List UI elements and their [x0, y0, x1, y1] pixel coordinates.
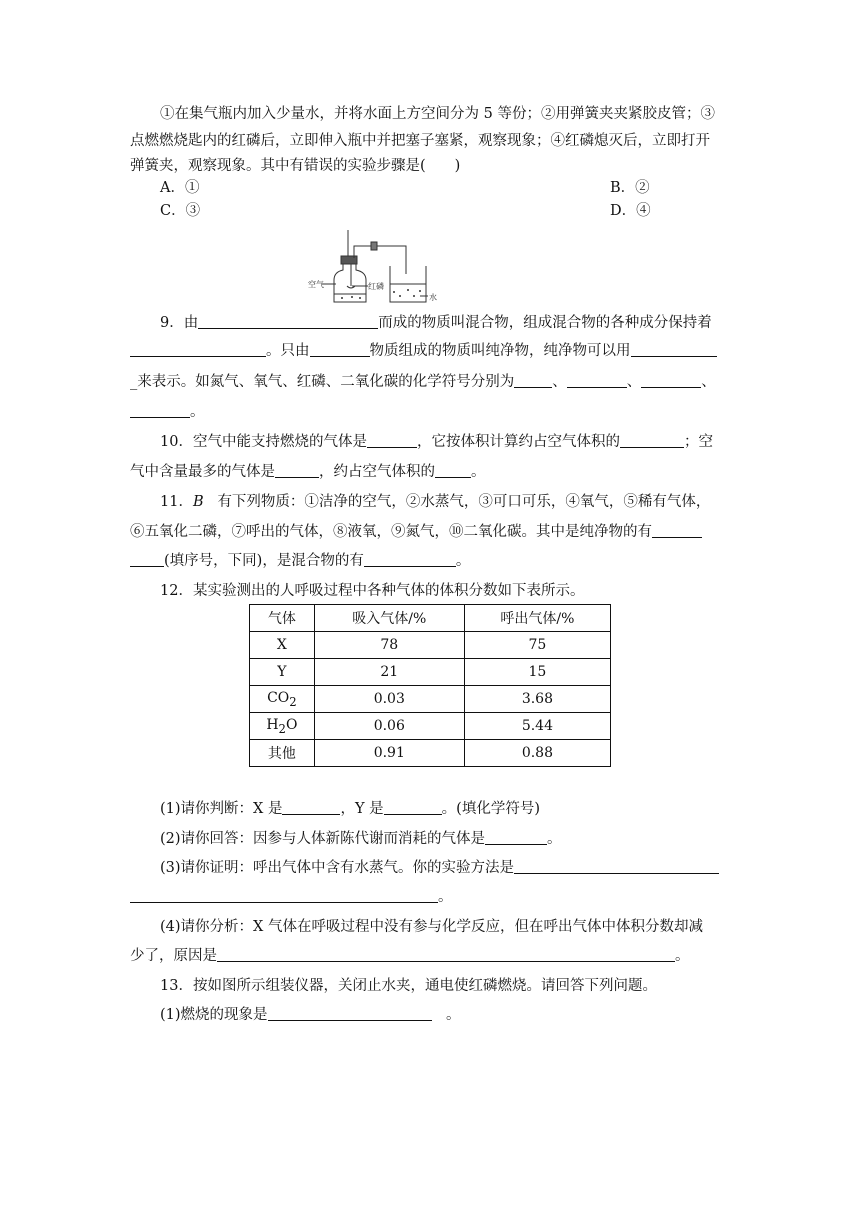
- q12-part4-cont: [130, 946, 690, 966]
- apparatus-figure: [308, 230, 440, 308]
- q13-part1-text: (1)燃烧的现象是: [160, 1007, 268, 1023]
- q10-blank-1[interactable]: [367, 432, 417, 448]
- q12-blank-method-b[interactable]: [130, 887, 438, 903]
- h2o-tail: O: [285, 716, 298, 733]
- q11-blank-1a[interactable]: [652, 522, 702, 538]
- table-cell: 21: [314, 659, 464, 686]
- q13-part1: [160, 1005, 461, 1025]
- q9-blank-6[interactable]: [567, 372, 627, 388]
- q12-part4-end: 。: [675, 948, 690, 964]
- q8-option-a: A．①: [160, 180, 200, 196]
- q9-line2: [130, 341, 717, 361]
- q11-end: 。: [455, 553, 471, 569]
- q9-number: 9．由: [160, 315, 199, 331]
- table-cell: 其他: [250, 740, 315, 767]
- figure-label-water: 水: [429, 293, 437, 302]
- q8-option-b: B．②: [610, 180, 650, 196]
- q12-blank-consumed-gas[interactable]: [485, 829, 547, 845]
- q12-part2-text: (2)请你回答：因参与人体新陈代谢而消耗的气体是: [160, 831, 486, 847]
- q10-text-2: ，它按体积计算约占空气体积的: [416, 434, 620, 450]
- table-row: [250, 713, 611, 740]
- q9-blank-4[interactable]: [631, 341, 717, 357]
- q12-part3-text: (3)请你证明：呼出气体中含有水蒸气。你的实验方法是: [160, 860, 515, 876]
- q13-stem: 13．按如图所示组装仪器，关闭止水夹，通电使红磷燃烧。请回答下列问题。: [160, 978, 657, 994]
- q12-stem: 12．某实验测出的人呼吸过程中各种气体的体积分数如下表所示。: [160, 583, 585, 599]
- q9-sep-1: 、: [552, 374, 567, 390]
- q9-text-4: _来表示。如氮气、氧气、红磷、二氧化碳的化学符号分别为: [130, 374, 515, 390]
- h2o-subscript: 2: [278, 721, 286, 736]
- q11-blank-2[interactable]: [364, 551, 456, 567]
- table-cell: 5.44: [464, 713, 610, 740]
- q12-blank-y[interactable]: [384, 799, 442, 815]
- q12-part1-text-c: 。(填化学符号): [441, 801, 540, 817]
- q9-end: 。: [190, 404, 205, 420]
- q12-part2: [160, 829, 562, 849]
- table-cell: 0.88: [464, 740, 610, 767]
- table-header: 吸入气体/%: [314, 605, 464, 632]
- q13-part1-end: 。: [431, 1007, 461, 1023]
- q8-stem-line1: ①在集气瓶内加入少量水，并将水面上方空间分为 5 等份；②用弹簧夹夹紧胶皮管；③: [160, 106, 715, 122]
- q9-blank-3[interactable]: [310, 341, 370, 357]
- q9-line3: [130, 372, 716, 392]
- q9-text-2: 。只由: [266, 343, 310, 359]
- q12-part2-end: 。: [547, 831, 562, 847]
- q9-blank-5[interactable]: [514, 372, 552, 388]
- table-cell: 0.06: [314, 713, 464, 740]
- q11-blank-1b[interactable]: [130, 551, 164, 567]
- figure-label-air: 空气: [308, 280, 324, 289]
- q8-option-d: D．④: [610, 203, 651, 219]
- q9-blank-1[interactable]: [198, 313, 378, 329]
- table-cell: [250, 713, 315, 740]
- table-cell: 0.91: [314, 740, 464, 767]
- h2o-formula: H: [266, 716, 279, 733]
- q9-blank-2[interactable]: [130, 341, 266, 357]
- table-cell: 15: [464, 659, 610, 686]
- q11-level: B: [192, 494, 204, 510]
- table-row: [250, 686, 611, 713]
- q12-part3-cont: [130, 887, 453, 907]
- q11-line3: [130, 551, 470, 571]
- gas-volume-table: [249, 604, 611, 767]
- q10-text-3: ；空: [683, 434, 713, 450]
- co2-subscript: 2: [289, 694, 297, 709]
- q11-line2: [130, 522, 702, 542]
- q9-blank-7[interactable]: [641, 372, 701, 388]
- table-row: [250, 740, 611, 767]
- q12-part4-text-b: 少了，原因是: [130, 948, 217, 964]
- q9-sep-3: 、: [701, 374, 716, 390]
- q9-sep-2: 、: [626, 374, 642, 390]
- table-row: [250, 632, 611, 659]
- q8-stem-line2: 点燃燃烧匙内的红磷后，立即伸入瓶中并把塞子塞紧，观察现象；④红磷熄灭后，立即打开: [130, 133, 710, 149]
- q12-blank-reason[interactable]: [217, 946, 675, 962]
- q11-text-2: ⑥五氧化二磷，⑦呼出的气体，⑧液氧，⑨氮气，⑩二氧化碳。其中是纯净物的有: [130, 524, 652, 540]
- q11-number: 11．: [160, 494, 193, 510]
- q12-part1-text-b: ，Y 是: [340, 801, 384, 817]
- q10-blank-3[interactable]: [275, 462, 319, 478]
- q12-part1: [160, 799, 540, 819]
- q11-text-3: (填序号，下同)，是混合物的有: [164, 553, 364, 569]
- table-cell: 75: [464, 632, 610, 659]
- q10-line1: [160, 432, 713, 452]
- table-header-row: [250, 605, 611, 632]
- q10-text-4: 气中含量最多的气体是: [130, 464, 275, 480]
- q13-blank-phenomenon[interactable]: [268, 1005, 432, 1021]
- q12-blank-method-a[interactable]: [514, 858, 719, 874]
- table-cell: 0.03: [314, 686, 464, 713]
- table-header: 呼出气体/%: [464, 605, 610, 632]
- q8-stem-line3: 弹簧夹，观察现象。其中有错误的实验步骤是( ): [130, 158, 461, 174]
- table-cell: X: [250, 632, 315, 659]
- q10-blank-4[interactable]: [435, 462, 471, 478]
- table-cell: 3.68: [464, 686, 610, 713]
- q10-text-5: ，约占空气体积的: [319, 464, 435, 480]
- q12-part3-end: 。: [438, 889, 453, 905]
- table-cell: [250, 686, 315, 713]
- q10-text-1: 10．空气中能支持燃烧的气体是: [160, 434, 367, 450]
- co2-formula: CO: [267, 689, 290, 706]
- q10-blank-2[interactable]: [620, 432, 684, 448]
- q9-text-1: 而成的物质叫混合物，组成混合物的各种成分保持着: [378, 315, 712, 331]
- figure-label-phosphorus: 红磷: [368, 282, 384, 291]
- q9-line1: [160, 313, 712, 333]
- q10-end: 。: [471, 464, 486, 480]
- q11-text-1: 有下列物质：①洁净的空气，②水蒸气，③可口可乐，④氧气，⑤稀有气体，: [217, 494, 711, 510]
- q9-text-3: 物质组成的物质叫纯净物，纯净物可以用: [369, 343, 631, 359]
- q9-blank-8[interactable]: [130, 402, 190, 418]
- q12-part3: [160, 858, 719, 878]
- q12-part1-text-a: (1)请你判断：X 是: [160, 801, 283, 817]
- table-header: 气体: [250, 605, 315, 632]
- q10-line2: [130, 462, 486, 482]
- q11-line1: [160, 492, 710, 512]
- table-cell: 78: [314, 632, 464, 659]
- q8-option-c: C．③: [160, 203, 201, 219]
- q12-blank-x[interactable]: [282, 799, 340, 815]
- table-row: [250, 659, 611, 686]
- q9-line4: [130, 402, 205, 422]
- table-cell: Y: [250, 659, 315, 686]
- q12-part4: (4)请你分析：X 气体在呼吸过程中没有参与化学反应，但在呼出气体中体积分数却减: [160, 919, 703, 935]
